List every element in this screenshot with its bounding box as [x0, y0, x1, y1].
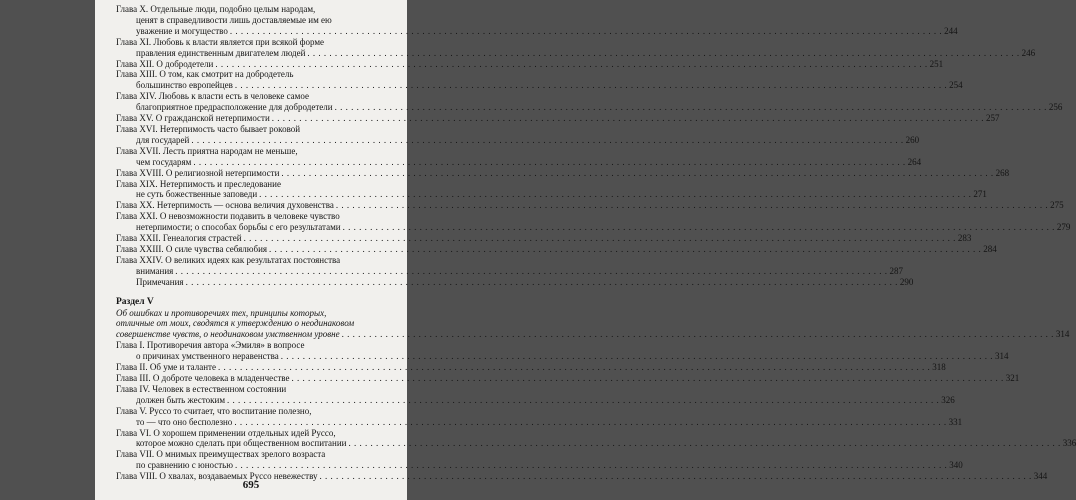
toc-entry-row	[116, 460, 963, 471]
toc-entry-line: Глава XIV. Любовь к власти есть в человеке самое	[116, 91, 309, 102]
toc-list-bottom	[116, 340, 1076, 482]
book-page	[95, 0, 1076, 500]
toc-entry-title: Глава XII. О добродетели	[116, 58, 214, 69]
toc-entry	[116, 113, 1000, 124]
toc-entry-row	[116, 276, 914, 288]
toc-entry	[116, 123, 920, 146]
toc-entry-row	[116, 47, 1036, 59]
toc-entry-title: которое можно сделать при общественном воспитании	[136, 438, 347, 449]
toc-entry	[116, 276, 914, 288]
toc-entry-row	[116, 416, 963, 428]
toc-entry-row	[116, 222, 1071, 233]
toc-entry-title: уважение и могущество	[136, 25, 228, 36]
toc-entry-line: Глава IV. Человек в естественном состоянии	[116, 383, 287, 394]
toc-entry-row	[116, 351, 1009, 362]
page-number: 321	[1005, 373, 1020, 383]
page-number: 275	[1050, 200, 1064, 211]
toc-entry	[116, 91, 1063, 113]
toc-entry-line: Глава XI. Любовь к власти является при всякой форме	[116, 36, 325, 47]
section-intro-last	[116, 329, 1070, 340]
toc-entry-title: то — что оно бесполезно	[136, 416, 233, 427]
folio-page-number: 695	[242, 479, 260, 491]
page-number: 257	[986, 113, 1000, 124]
toc-entry	[116, 243, 997, 255]
toc-list-top	[116, 4, 1071, 288]
toc-entry-row	[116, 25, 958, 37]
page-number: 260	[905, 134, 920, 145]
toc-entry-line: Глава XXI. О невозможности подавить в человеке чувство	[116, 211, 340, 222]
page-number: 287	[889, 265, 904, 276]
toc-entry-line: Глава XVI. Нетерпимость часто бывает роковой	[116, 123, 301, 134]
toc-entry-line: ценят в справедливости лишь доставляемые им ею	[136, 14, 332, 25]
toc-entry-row	[116, 362, 946, 373]
toc-entry-row	[116, 58, 944, 70]
toc-entry-line: Глава X. Отдельные люди, подобно целым народам,	[116, 4, 316, 14]
toc-entry-row	[116, 265, 904, 277]
page-number: 246	[1021, 47, 1036, 58]
toc-entry	[116, 178, 987, 201]
toc-entry-title: должен быть жестоким	[136, 394, 226, 405]
toc-entry-title: нетерпимости; о способах борьбы с его результатами	[136, 222, 341, 233]
page-number: 279	[1056, 222, 1071, 233]
toc-entry-row	[116, 200, 1064, 211]
toc-entry-row	[116, 167, 1010, 179]
toc-entry	[116, 36, 1036, 59]
toc-entry-line: Глава XIII. О том, как смотрит на добродетель	[116, 69, 294, 80]
toc-entry-line: Глава XXIV. О великих идеях как результатах постоянства	[116, 254, 341, 265]
toc-entry-row	[116, 80, 963, 91]
toc-entry-title: Глава II. Об уме и таланте	[116, 362, 216, 373]
toc-entry-title: Глава XXII. Генеалогия страстей	[116, 233, 242, 244]
toc-entry-title: для государей	[136, 134, 190, 145]
page-number: 318	[932, 362, 946, 373]
page-number: 314	[1055, 329, 1070, 340]
page-number: 268	[995, 167, 1010, 178]
toc-entry-row	[116, 102, 1063, 113]
toc-entry	[116, 233, 972, 244]
page-number: 254	[949, 80, 963, 91]
toc-entry-row	[116, 134, 920, 146]
page-number: 271	[973, 189, 987, 200]
toc-entry-line: Глава I. Противоречия автора «Эмиля» в вопросе	[116, 340, 305, 351]
toc-entry-title: Глава III. О доброте человека в младенчестве	[116, 373, 290, 383]
section-intro-line: совершенстве чувств, о неодинаковом умственном уровне	[116, 329, 340, 340]
section-title: Раздел V	[116, 296, 154, 307]
page-number: 264	[907, 156, 922, 167]
toc-entry-row	[116, 438, 1076, 449]
toc-entry-title: Глава XXIII. О силе чувства себялюбия	[116, 243, 268, 254]
page-number: 256	[1048, 102, 1063, 113]
section-intro-line: Об ошибках и противоречиях тех, принципы которых,	[116, 307, 327, 318]
toc-entry-title: по сравнению с юностью	[136, 460, 233, 471]
toc-entry	[116, 340, 1009, 362]
toc-entry	[116, 211, 1071, 233]
toc-entry-title: благоприятное предрасположение для добродетели	[136, 102, 333, 113]
toc-entry-title: правления единственным двигателем людей	[136, 47, 306, 58]
section-intro-line: отличные от моих, сводятся к утверждению о неодинаковом	[116, 318, 355, 329]
toc-entry-title: Глава XV. О гражданской нетерпимости	[116, 113, 270, 124]
toc-entry-title: Глава XVIII. О религиозной нетерпимости	[116, 167, 280, 178]
toc-entry-title: чем государям	[136, 156, 192, 167]
toc-entry	[116, 405, 963, 428]
page-number: 314	[994, 351, 1009, 362]
section-intro	[116, 307, 1070, 341]
toc-entry-line: Глава VI. О хорошем применении отдельных идей Руссо,	[116, 427, 336, 438]
page-number: 326	[941, 394, 955, 405]
toc-entry	[116, 373, 1020, 384]
toc-entry-title: не суть божественные заповеди	[136, 189, 258, 200]
toc-entry	[116, 145, 922, 168]
toc-entry-row	[116, 233, 972, 244]
page-number: 284	[983, 243, 997, 254]
toc-entry-title: Глава VIII. О хвалах, воздаваемых Руссо невежеству	[116, 471, 318, 482]
toc-entry-line: Глава XIX. Нетерпимость и преследование	[116, 178, 281, 189]
page-number: 331	[948, 416, 963, 427]
toc-entry-title: Глава XX. Нетерпимость — основа величия духовенства	[116, 200, 334, 211]
toc-entry-row	[116, 394, 955, 406]
toc-entry	[116, 362, 946, 373]
toc-entry-row	[116, 156, 922, 168]
toc-entry	[116, 69, 963, 91]
page-number: 251	[929, 58, 944, 69]
page-number: 336	[1062, 438, 1076, 449]
toc-entry-line: Глава V. Руссо то считает, что воспитание полезно,	[116, 405, 312, 416]
toc-entry	[116, 58, 944, 70]
page-number: 344	[1033, 471, 1048, 482]
toc-entry	[116, 427, 1076, 450]
toc-entry-title: о причинах умственного неравенства	[136, 351, 279, 362]
toc-entry-row	[116, 243, 997, 255]
toc-entry	[116, 449, 963, 471]
toc-entry-title: внимания	[136, 265, 174, 276]
toc-entry	[116, 254, 904, 277]
page-number: 290	[899, 276, 914, 287]
page-number: 283	[957, 233, 972, 244]
toc-entry-row	[116, 113, 1000, 124]
toc-entry-row	[116, 373, 1020, 384]
page-number: 244	[944, 25, 958, 36]
toc-entry	[116, 167, 1010, 179]
toc-entry	[116, 200, 1064, 211]
toc-entry-title: Примечания	[136, 276, 184, 287]
toc-entry-title: большинство европейцев	[136, 80, 233, 91]
toc-entry	[116, 4, 958, 37]
toc-entry-row	[116, 189, 987, 200]
toc-entry-line: Глава XVII. Лесть приятна народам не меньше,	[116, 145, 298, 156]
toc-entry-line: Глава VII. О мнимых преимуществах зрелого возраста	[116, 449, 326, 460]
table-of-contents	[116, 4, 1076, 482]
page-number: 340	[949, 460, 963, 471]
toc-entry	[116, 383, 955, 406]
